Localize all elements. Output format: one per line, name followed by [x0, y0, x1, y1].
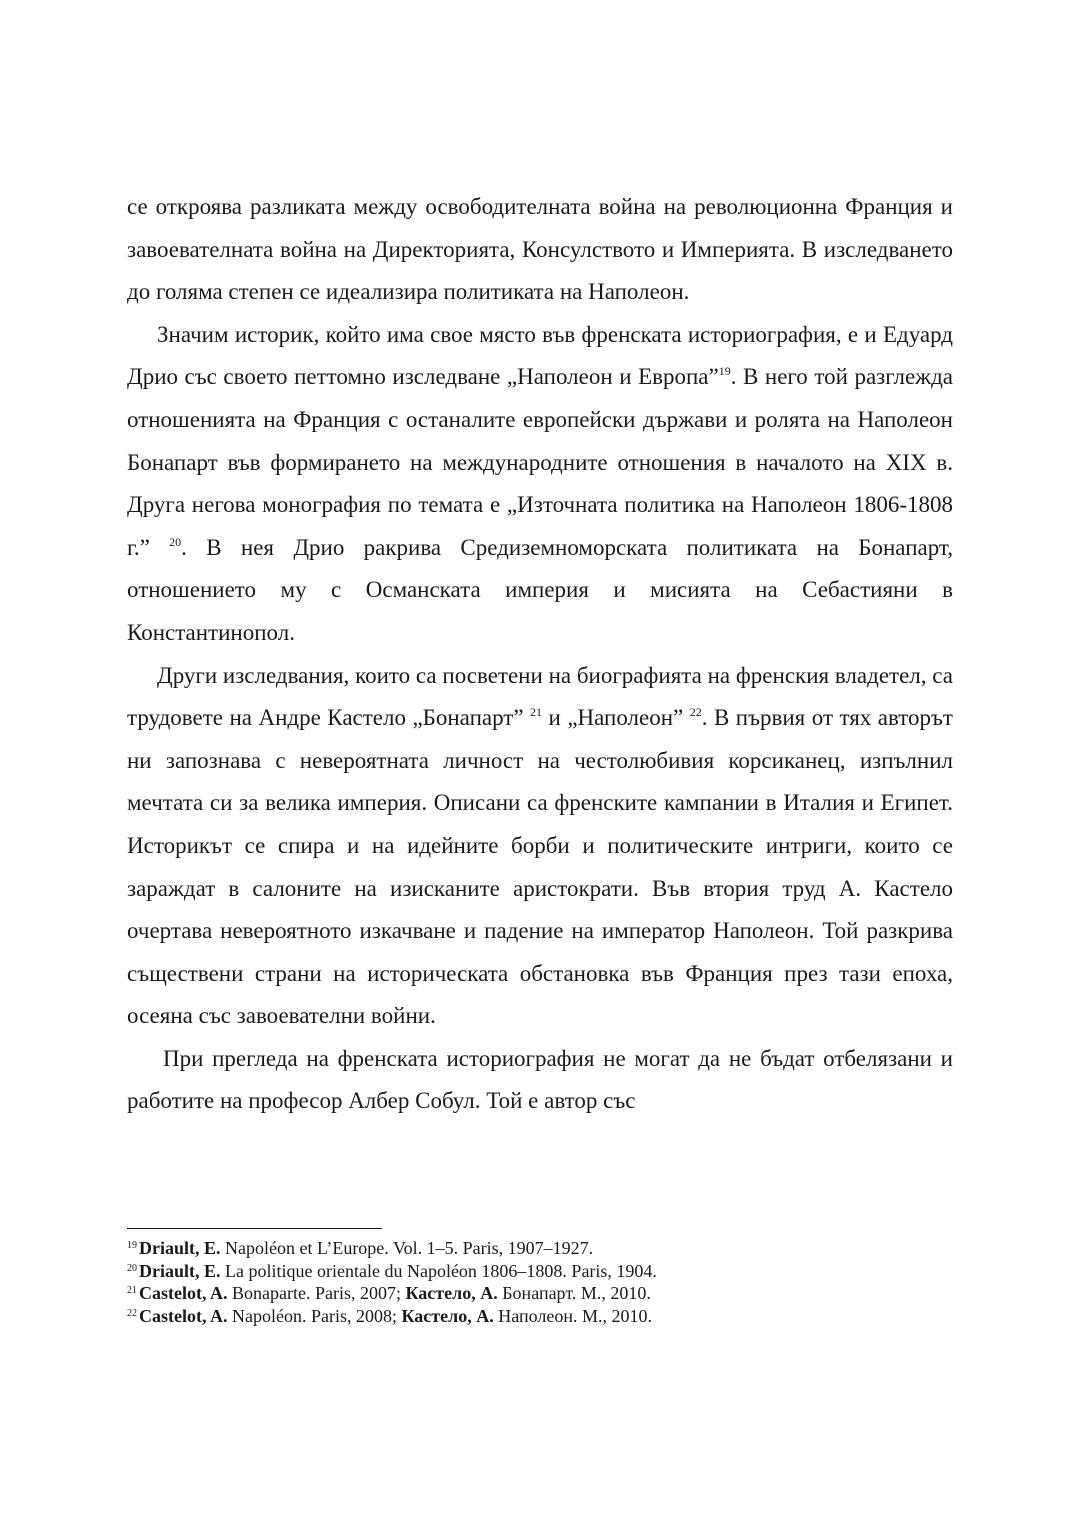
footnote-text: Bonaparte. Paris, 2007;	[227, 1283, 406, 1303]
footnote-separator	[127, 1228, 382, 1229]
paragraph-2-text-c: . В нея Дрио ракрива Средиземноморската политиката на Бонапарт, отношението му с Османската империя и мисията на Себастияни в Константинопол.	[127, 534, 953, 645]
footnote-number: 20	[127, 1262, 137, 1274]
footnote-text-2: Наполеон. М., 2010.	[493, 1305, 652, 1326]
paragraph-3-text-c: . В първия от тях авторът ни запознава с невероятната личност на честолюбивия корсиканец, изпълнил мечтата си за велика империя. Описани са френските кампании в Италия и Египет. Историкът се спира и на идейните борби и политическите интриги, които се зараждат в салоните на изисканите аристократи. Във втория труд А. Кастело очертава невероятното изкачване и падение на император Наполеон. Той разкрива съществени страни на историческата обстановка във Франция през тази епоха, осеяна със завоевателни войни.	[127, 705, 953, 1029]
footnote-number: 19	[127, 1240, 137, 1251]
paragraph-3	[127, 655, 953, 1038]
footnote-20	[127, 1260, 953, 1283]
footnote-author-2: Кастело, А.	[401, 1305, 494, 1326]
paragraph-4: При прегледа на френската историография не могат да не бъдат отбелязани и работите на професор Албер Собул. Той е автор със	[127, 1045, 953, 1114]
footnote-21	[127, 1282, 953, 1305]
paragraph-3-text-a: Други изследвания, които са посветени на биографията на френския владетел, са трудовете на Андре Кастело „Бонапарт”	[127, 662, 953, 731]
footnote-author: Driault, E.	[139, 1260, 221, 1281]
footnote-number: 22	[127, 1307, 137, 1319]
footnote-author-2: Кастело, А.	[405, 1283, 498, 1303]
footnote-text: Napoléon. Paris, 2008;	[227, 1305, 402, 1326]
footnote-author: Castelot, A.	[139, 1283, 228, 1303]
footnote-ref-21[interactable]: 21	[530, 705, 543, 720]
footnote-text: Napoléon et L’Europe. Vol. 1–5. Paris, 1907–1927.	[220, 1238, 594, 1258]
paragraph-2	[127, 314, 953, 655]
footnote-text: La politique orientale du Napoléon 1806–1808. Paris, 1904.	[220, 1260, 657, 1281]
footnote-text-2: Бонапарт. М., 2010.	[497, 1283, 651, 1303]
footnote-ref-22[interactable]: 22	[689, 705, 702, 720]
paragraph-1: се откроява разликата между освободителната война на революционна Франция и завоевателната война на Директорията, Консулството и Империята. В изследването до голяма степен се идеализира политиката на Наполеон.	[127, 194, 953, 305]
footnote-author: Castelot, A.	[139, 1305, 228, 1326]
page-body	[127, 186, 953, 1123]
footnotes-section	[127, 1228, 953, 1327]
footnote-19	[127, 1237, 953, 1260]
footnote-ref-20[interactable]: 20	[169, 534, 182, 549]
paragraph-3-text-b: и „Наполеон”	[542, 705, 690, 731]
footnote-ref-19[interactable]: 19	[718, 364, 731, 379]
paragraph-2-text-b: . В него той разглежда отношенията на Франция с останалите европейски държави и ролята на Наполеон Бонапарт във формирането на международните отношения в началото на XIX в. Друга негова монография по темата е „Източната политика на Наполеон 1806-1808 г.”	[127, 364, 953, 560]
footnote-author: Driault, E.	[139, 1238, 221, 1258]
footnote-22	[127, 1305, 953, 1328]
paragraph-2-text-a: Значим историк, който има свое място във френската историография, е и Едуард Дрио със своето петтомно изследване „Наполеон и Европа”	[127, 321, 953, 390]
footnote-number: 21	[127, 1285, 137, 1296]
